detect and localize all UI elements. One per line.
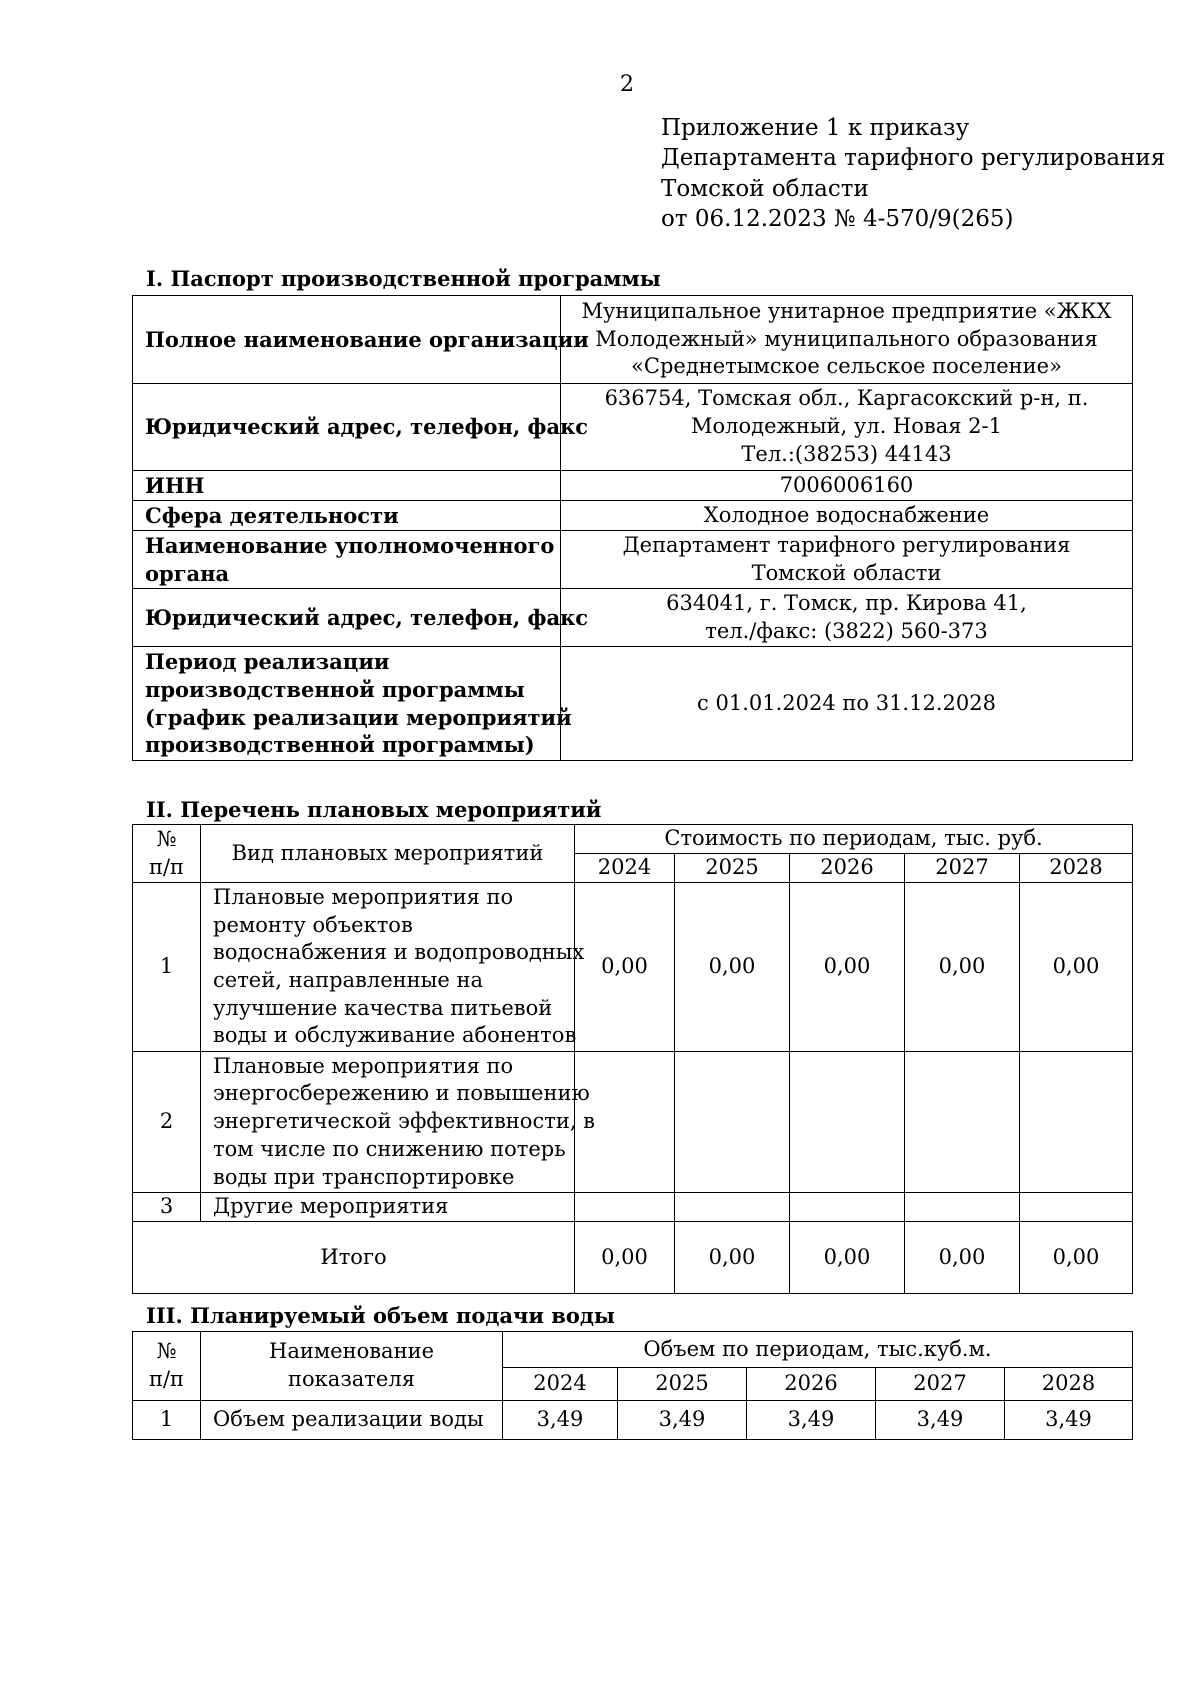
- passport-label-line: ИНН: [145, 472, 205, 498]
- plan-cost-cell: [905, 1052, 1020, 1193]
- volume-cell: 3,49: [503, 1401, 618, 1440]
- section1-title: I. Паспорт производственной программы: [146, 266, 661, 291]
- passport-value-line: 7006006160: [779, 472, 914, 497]
- plan-row-text: [201, 883, 585, 1052]
- volume-row-name: Объем реализации воды: [201, 1401, 503, 1440]
- passport-label: [133, 647, 572, 761]
- passport-label-line: Полное наименование организации: [145, 326, 589, 352]
- appendix-line: от 06.12.2023 № 4-570/9(265): [661, 206, 1014, 233]
- passport-value-line: тел./факс: (3822) 560-373: [705, 618, 988, 643]
- volume-cell: 3,49: [876, 1401, 1005, 1440]
- passport-label-line: производственной программы: [145, 676, 525, 702]
- plan-row-num: 3: [133, 1193, 201, 1222]
- passport-label: [133, 384, 589, 471]
- passport-label-line: Юридический адрес, телефон, факс: [145, 604, 589, 630]
- appendix-line: Департамента тарифного регулирования: [661, 145, 1166, 172]
- volume-table: [132, 1331, 1133, 1440]
- plan-cost-cell: 0,00: [675, 883, 790, 1052]
- plan-row-text-line: энергетической эффективности, в: [213, 1109, 595, 1134]
- plan-total-cell: 0,00: [1020, 1222, 1133, 1294]
- passport-value-line: Тел.:(38253) 44143: [741, 441, 952, 466]
- plan-year-header: 2027: [905, 854, 1020, 883]
- passport-value-line: Муниципальное унитарное предприятие «ЖКХ: [581, 298, 1112, 323]
- plan-year-header: 2024: [575, 854, 675, 883]
- volume-cell: 3,49: [1005, 1401, 1133, 1440]
- volume-cell: 3,49: [747, 1401, 876, 1440]
- passport-label: [133, 589, 589, 647]
- plan-row-text-line: ремонту объектов: [213, 912, 413, 937]
- passport-label-line: Сфера деятельности: [145, 502, 399, 528]
- plan-row-text-line: воды при транспортировке: [213, 1164, 515, 1189]
- plan-total-cell: 0,00: [905, 1222, 1020, 1294]
- volume-year-header: 2028: [1005, 1368, 1133, 1401]
- passport-value-line: Холодное водоснабжение: [703, 502, 990, 527]
- passport-value-line: Департамент тарифного регулирования: [622, 532, 1071, 557]
- passport-label-line: органа: [145, 560, 230, 586]
- plan-row-text-line: Другие мероприятия: [213, 1194, 449, 1219]
- plan-header-num: № п/п: [133, 825, 201, 883]
- volume-year-header: 2024: [503, 1368, 618, 1401]
- plan-row-text: [201, 1193, 575, 1222]
- plan-cost-cell: 0,00: [905, 883, 1020, 1052]
- plan-row-text-line: воды и обслуживание абонентов: [213, 1023, 577, 1048]
- plan-row: [133, 883, 1133, 1052]
- plan-row-num: 2: [133, 1052, 201, 1193]
- plan-row: [133, 1052, 1133, 1193]
- volume-row-num: 1: [133, 1401, 201, 1440]
- plan-total-cell: 0,00: [790, 1222, 905, 1294]
- passport-value-line: Томской области: [751, 560, 942, 585]
- plan-row-text-line: том числе по снижению потерь: [213, 1136, 566, 1161]
- volume-year-header: 2027: [876, 1368, 1005, 1401]
- passport-label: [133, 501, 561, 531]
- passport-row: [133, 296, 1133, 384]
- plan-cost-cell: [790, 1052, 905, 1193]
- plan-row-text-line: улучшение качества питьевой: [213, 995, 553, 1020]
- plan-cost-cell: [675, 1052, 790, 1193]
- volume-header-name: Наименование показателя: [201, 1332, 503, 1401]
- plan-cost-cell: 0,00: [790, 883, 905, 1052]
- passport-value: [561, 531, 1133, 589]
- passport-value-line: «Среднетымское сельское поселение»: [631, 354, 1062, 379]
- plan-cost-cell: [905, 1193, 1020, 1222]
- plan-row-text-line: энергосбережению и повышению: [213, 1081, 590, 1106]
- passport-row: [133, 471, 1133, 501]
- passport-label-line: Период реализации: [145, 649, 390, 675]
- passport-table: [132, 295, 1133, 761]
- plan-row-text: [201, 1052, 595, 1193]
- passport-value-line: 634041, г. Томск, пр. Кирова 41,: [666, 590, 1027, 615]
- plan-table: [132, 824, 1133, 1294]
- plan-row-text-line: Плановые мероприятия по: [213, 1053, 514, 1078]
- appendix-line: Приложение 1 к приказу: [661, 115, 970, 141]
- passport-value: [561, 471, 1133, 501]
- passport-label: [133, 296, 589, 384]
- volume-header-num: № п/п: [133, 1332, 201, 1401]
- plan-cost-cell: [1020, 1193, 1133, 1222]
- plan-row-text-line: водоснабжения и водопроводных: [213, 940, 585, 965]
- plan-total-cell: 0,00: [675, 1222, 790, 1294]
- plan-row-text-line: Плановые мероприятия по: [213, 884, 514, 909]
- passport-value-line: 636754, Томская обл., Каргасокский р-н, п.: [604, 386, 1089, 411]
- plan-total-label: Итого: [133, 1222, 575, 1294]
- plan-cost-cell: [1020, 1052, 1133, 1193]
- passport-value: [561, 501, 1133, 531]
- section3-title: III. Планируемый объем подачи воды: [146, 1303, 615, 1328]
- passport-value-line: с 01.01.2024 по 31.12.2028: [697, 690, 996, 715]
- page-number: 2: [620, 72, 634, 97]
- passport-row: [133, 501, 1133, 531]
- passport-label-line: Юридический адрес, телефон, факс: [145, 414, 589, 440]
- plan-row: [133, 1193, 1133, 1222]
- plan-year-header: 2028: [1020, 854, 1133, 883]
- plan-header-kind: Вид плановых мероприятий: [201, 825, 575, 883]
- plan-cost-cell: 0,00: [575, 883, 675, 1052]
- passport-value-line: Молодежный» муниципального образования: [595, 326, 1098, 351]
- passport-label: [133, 531, 561, 589]
- plan-cost-cell: [675, 1193, 790, 1222]
- plan-total-row: [133, 1222, 1133, 1294]
- appendix-header: [661, 113, 1165, 234]
- plan-cost-cell: 0,00: [1020, 883, 1133, 1052]
- volume-cell: 3,49: [618, 1401, 747, 1440]
- passport-label-line: (график реализации мероприятий: [145, 704, 572, 730]
- passport-value: [561, 384, 1133, 471]
- plan-row-num: 1: [133, 883, 201, 1052]
- passport-value: [561, 589, 1133, 647]
- passport-row: [133, 589, 1133, 647]
- plan-cost-cell: [575, 1193, 675, 1222]
- plan-row-text-line: сетей, направленные на: [213, 968, 483, 992]
- volume-header-volume: Объем по периодам, тыс.куб.м.: [503, 1332, 1133, 1368]
- volume-row: [133, 1401, 1133, 1440]
- passport-value: [561, 647, 1133, 761]
- passport-value-line: Молодежный, ул. Новая 2-1: [691, 414, 1002, 439]
- passport-label: [133, 471, 561, 501]
- passport-row: [133, 384, 1133, 471]
- passport-row: [133, 531, 1133, 589]
- passport-row: [133, 647, 1133, 761]
- passport-value: [561, 296, 1133, 384]
- volume-year-header: 2026: [747, 1368, 876, 1401]
- section2-title: II. Перечень плановых мероприятий: [146, 797, 602, 822]
- volume-year-header: 2025: [618, 1368, 747, 1401]
- passport-label-line: производственной программы): [145, 732, 535, 758]
- plan-total-cell: 0,00: [575, 1222, 675, 1294]
- plan-year-header: 2026: [790, 854, 905, 883]
- plan-cost-cell: [790, 1193, 905, 1222]
- passport-label-line: Наименование уполномоченного: [145, 532, 555, 558]
- plan-header-cost: Стоимость по периодам, тыс. руб.: [575, 825, 1133, 854]
- plan-year-header: 2025: [675, 854, 790, 883]
- appendix-line: Томской области: [661, 175, 869, 202]
